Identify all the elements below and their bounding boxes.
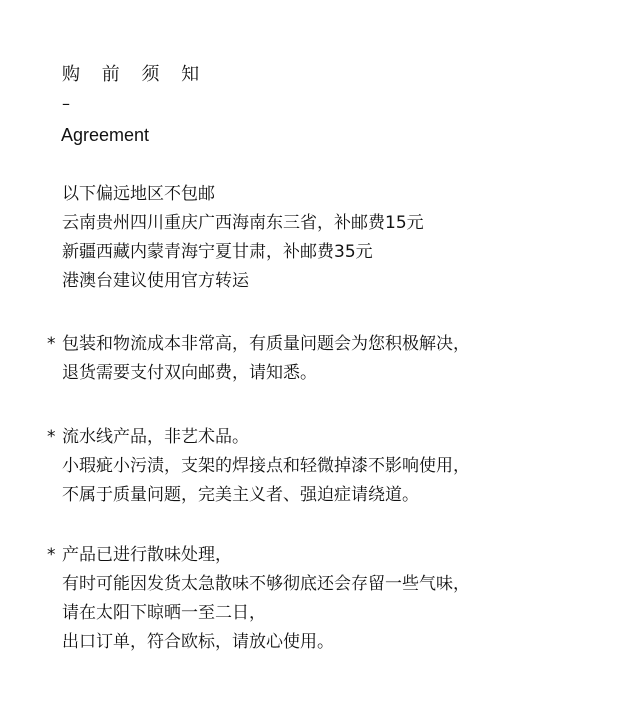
note-text: 不属于质量问题，完美主义者、强迫症请绕道。 [62,485,419,505]
note-line [47,330,470,359]
note-packaging [47,330,470,388]
bullet-asterisk: * [47,545,56,565]
note-text: 请在太阳下晾晒一至二日， [62,603,266,623]
note-line [47,452,470,481]
note-line [47,628,470,657]
note-odor-treatment [47,541,470,657]
note-line [47,481,470,510]
title-dash-divider: – [62,94,70,113]
note-text: 小瑕疵小污渍，支架的焊接点和轻微掉漆不影响使用， [62,456,470,476]
note-line [47,359,470,388]
note-text: 有时可能因发货太急散味不够彻底还会存留一些气味， [62,574,470,594]
note-line [47,599,470,628]
note-line [47,570,470,599]
shipping-transfer-line: 港澳台建议使用官方转运 [62,271,249,291]
note-text: 出口订单，符合欧标，请放心使用。 [62,632,334,652]
bullet-asterisk: * [47,427,56,447]
shipping-heading: 以下偏远地区不包邮 [62,184,215,204]
shipping-fee-line: 新疆西藏内蒙青海宁夏甘肃，补邮费35元 [62,242,373,262]
note-product-quality [47,423,470,510]
shipping-fee-line: 云南贵州四川重庆广西海南东三省，补邮费15元 [62,213,424,233]
page-subtitle: Agreement [61,125,150,145]
note-line [47,423,470,452]
note-line [47,541,470,570]
note-text: 流水线产品，非艺术品。 [62,427,249,447]
note-text: 退货需要支付双向邮费，请知悉。 [62,363,317,383]
bullet-asterisk: * [47,334,56,354]
note-text: 包装和物流成本非常高，有质量问题会为您积极解决， [62,334,470,354]
page-title: 购 前 须 知 [62,64,208,85]
shipping-region-section [62,180,424,296]
note-text: 产品已进行散味处理， [62,545,232,565]
